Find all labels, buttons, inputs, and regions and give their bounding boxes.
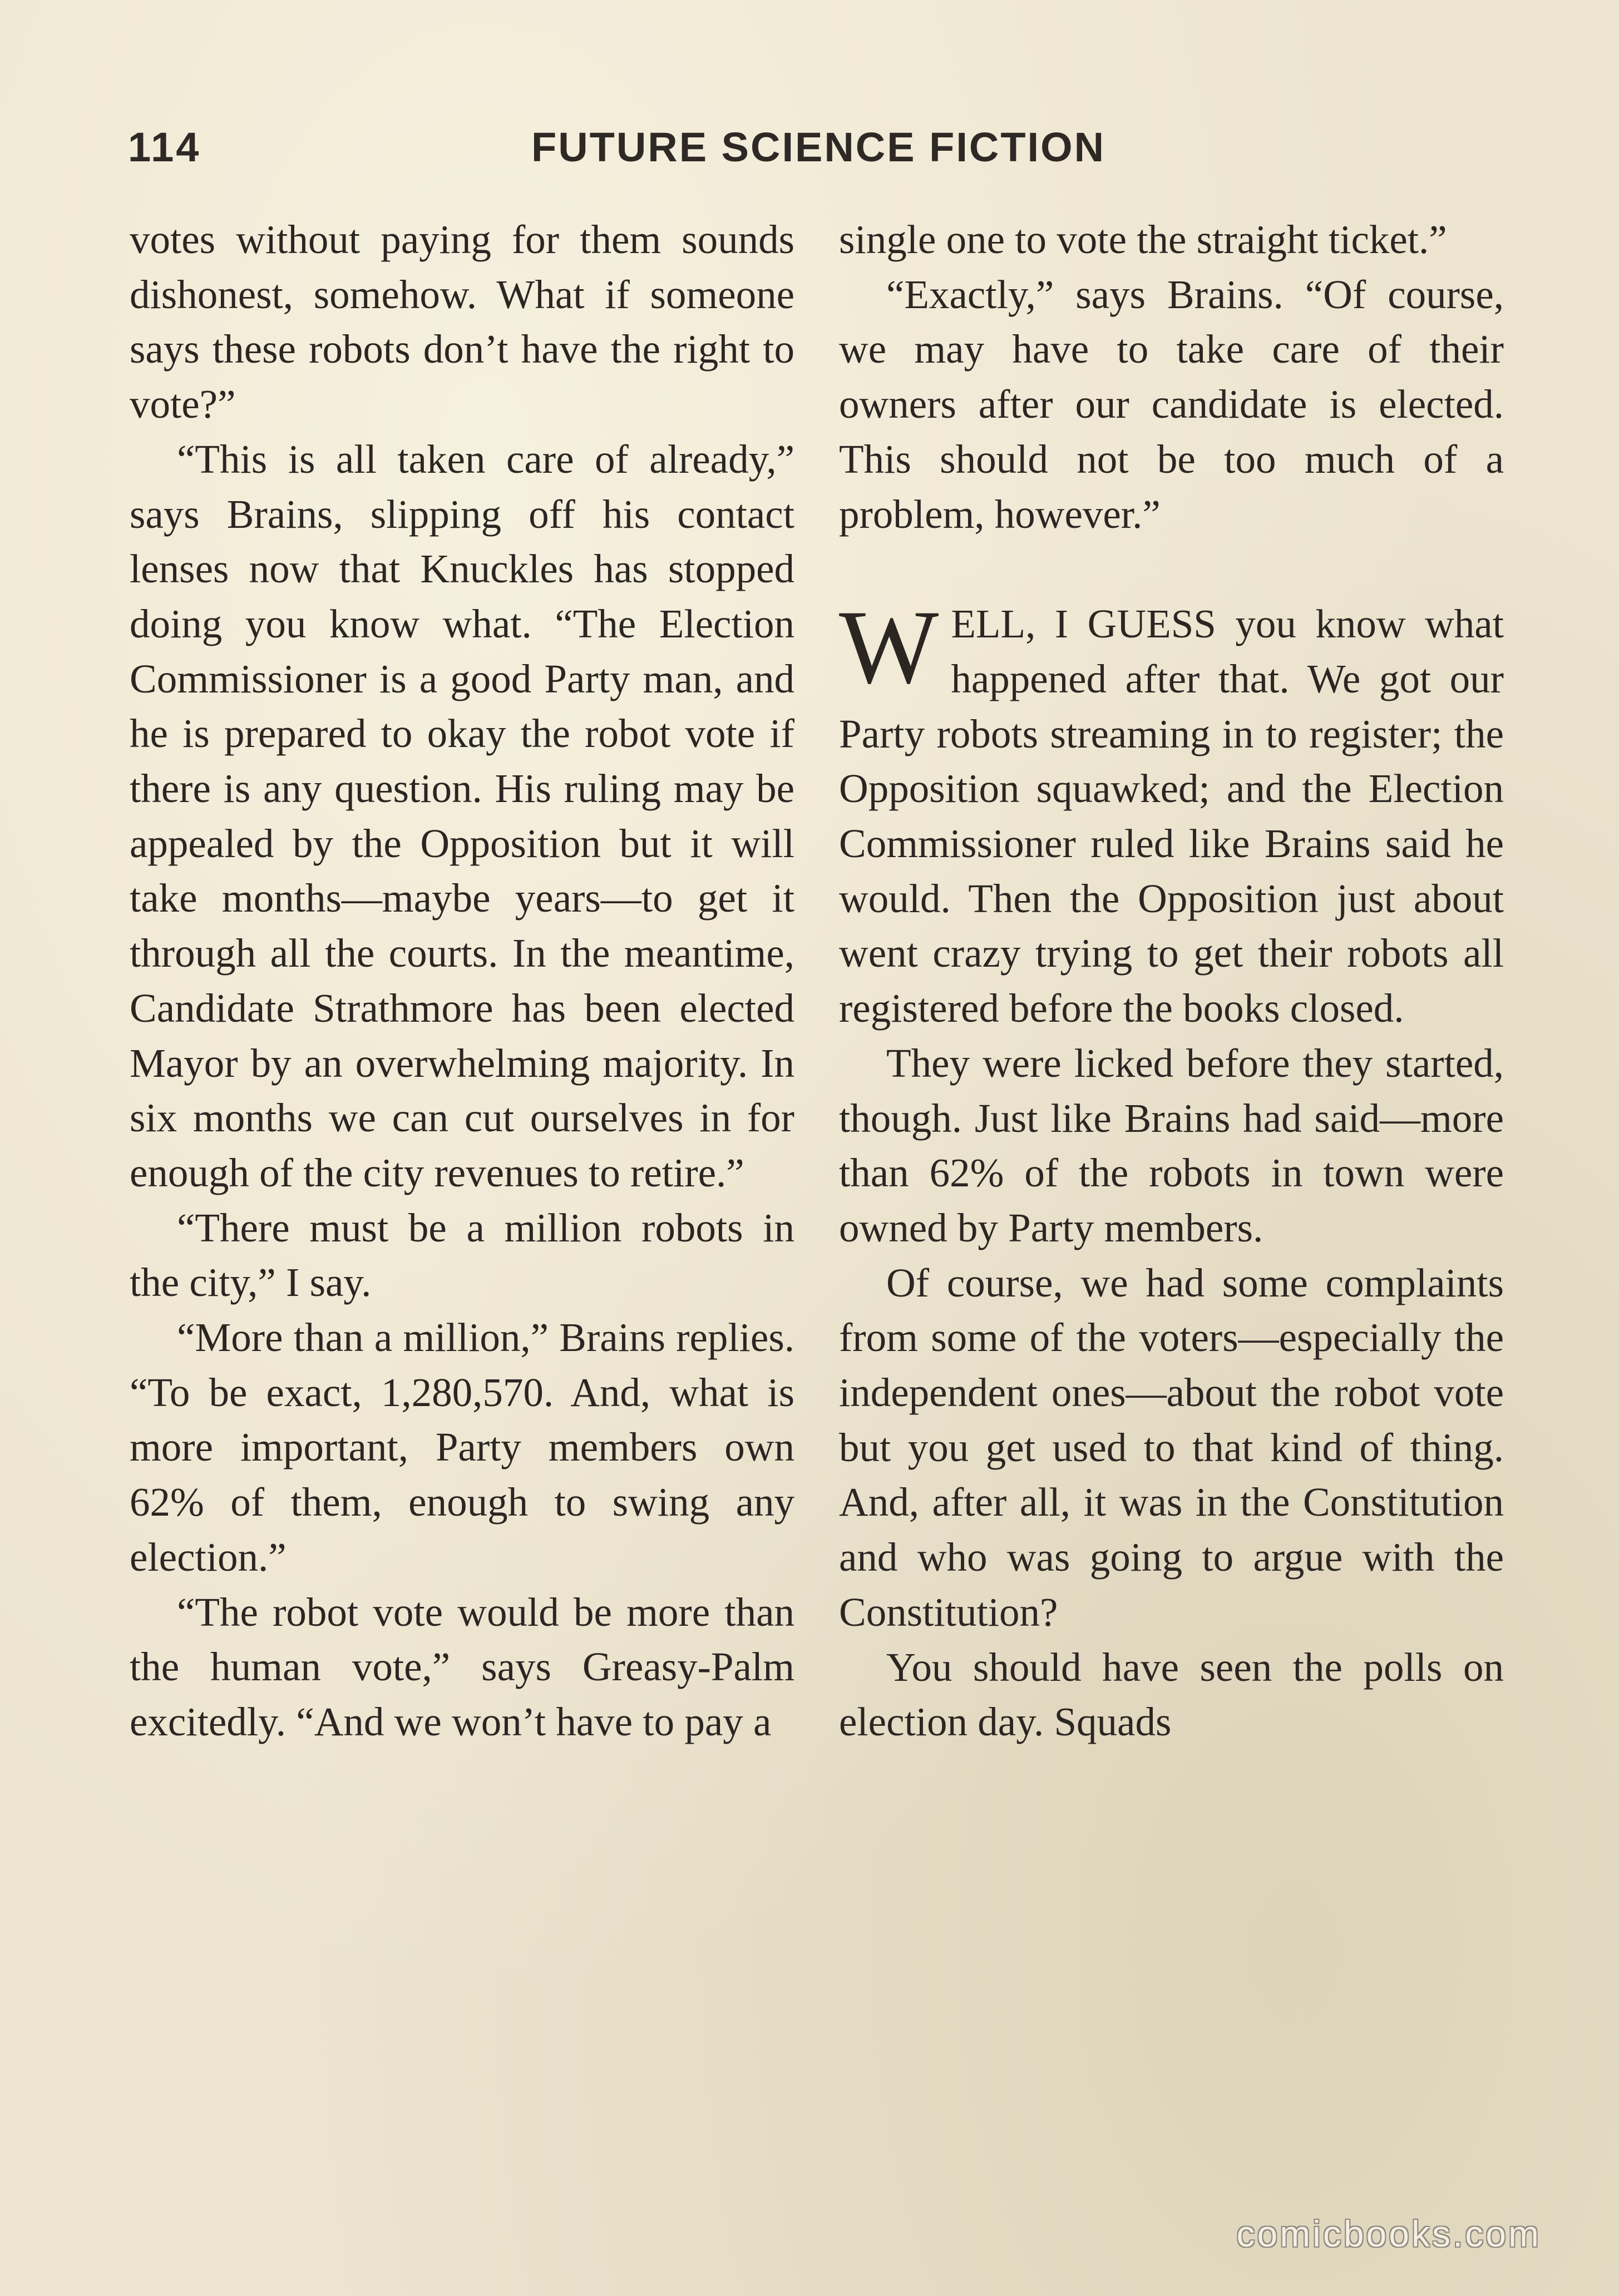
- dropcap-paragraph: [839, 589, 1504, 1036]
- paragraph: “The robot vote would be more than the human vote,” says Greasy-Palm excitedly. “And we won’t have to pay a: [130, 1589, 794, 1744]
- watermark: comicbooks.com: [1236, 2213, 1541, 2254]
- paragraph: You should have seen the polls on election day. Squads: [839, 1644, 1504, 1745]
- page-number: 114: [128, 124, 201, 170]
- dropcap-paragraph-text: ELL, I GUESS you know what happened after that. We got our Party robots streaming in to register; the Opposition squawked; and the Election Commissioner ruled like Brains said he would. Then the Opposition just about went crazy trying to get their robots all registered before the books closed.: [839, 601, 1504, 1031]
- paragraph: Of course, we had some complaints from some of the voters—especially the independent ones—about the robot vote but you get used to that kind of thing. And, after all, it was in the Constitution and who was going to argue with the Constitution?: [839, 1260, 1504, 1635]
- paragraph: single one to vote the straight ticket.”: [839, 217, 1447, 262]
- left-column: [130, 212, 794, 1750]
- paragraph: They were licked before they started, though. Just like Brains had said—more than 62% of the robots in town were owned by Party members.: [839, 1040, 1504, 1250]
- paragraph: votes without paying for them sounds dishonest, somehow. What if someone says these robots don’t have the right to vote?”: [130, 217, 794, 427]
- paragraph: “This is all taken care of already,” says Brains, slipping off his contact lenses now that Knuckles has stopped doing you know what. “The Election Commissioner is a good Party man, and he is prepared to okay the robot vote if there is any question. His ruling may be appealed by the Opposition but it will take months—maybe years—to get it through all the courts. In the meantime, Candidate Strathmore has been elected Mayor by an overwhelming majority. In six months we can cut ourselves in for enough of the city revenues to retire.”: [130, 436, 794, 1195]
- drop-cap: W: [839, 589, 939, 706]
- paragraph: “More than a million,” Brains replies. “To be exact, 1,280,570. And, what is more important, Party members own 62% of them, enough to swing any election.”: [130, 1315, 794, 1580]
- section-break: [839, 542, 1504, 597]
- paragraph: “Exactly,” says Brains. “Of course, we may have to take care of their owners after our candidate is elected. This should not be too much of a problem, however.”: [839, 271, 1504, 537]
- running-head-title: FUTURE SCIENCE FICTION: [531, 124, 1106, 170]
- paragraph: “There must be a million robots in the city,” I say.: [130, 1205, 794, 1305]
- right-column: [839, 212, 1504, 1750]
